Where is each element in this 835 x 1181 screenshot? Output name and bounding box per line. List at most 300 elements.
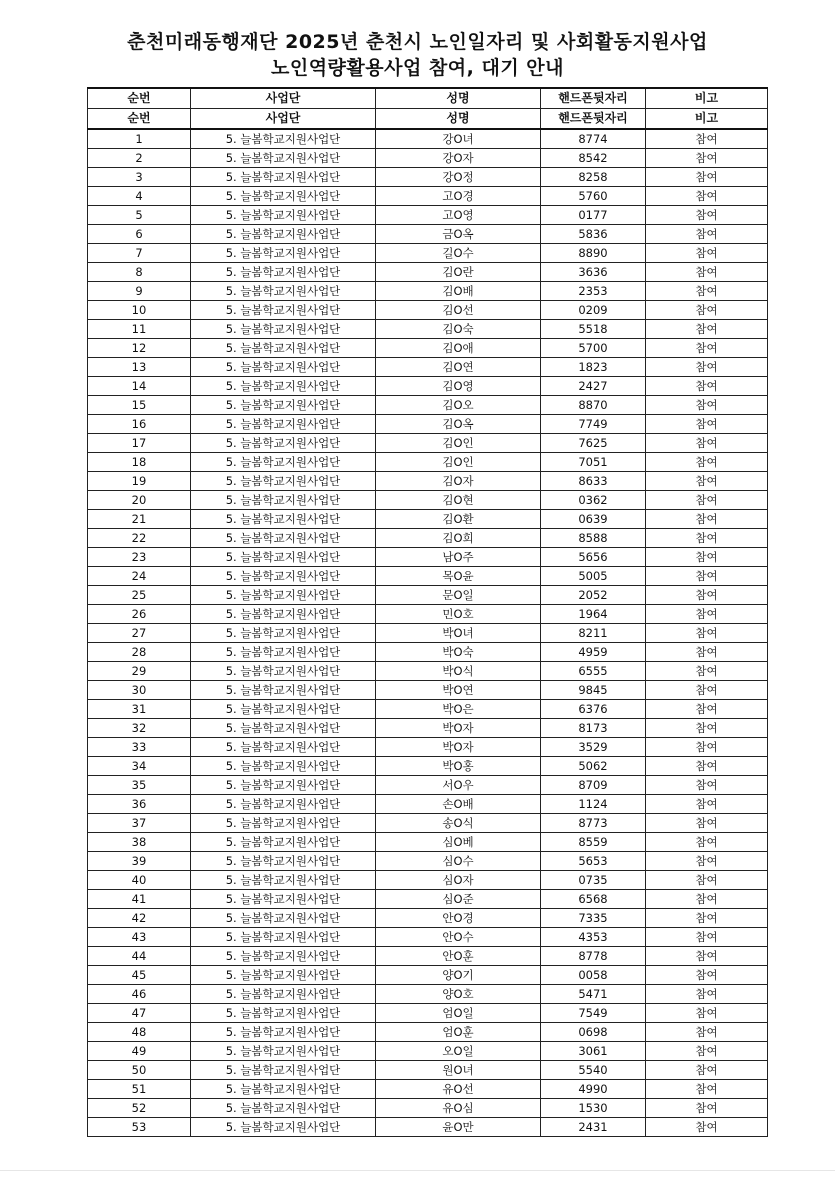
cell-no: 24: [88, 567, 191, 586]
table-row: [88, 586, 768, 605]
cell-unit: 5. 늘봄학교지원사업단: [191, 928, 376, 947]
cell-note: 참여: [646, 377, 768, 396]
cell-name: 박O식: [376, 662, 541, 681]
cell-name: 송O식: [376, 814, 541, 833]
cell-phone: 7549: [541, 1004, 646, 1023]
table-row: [88, 890, 768, 909]
cell-unit: 5. 늘봄학교지원사업단: [191, 605, 376, 624]
cell-phone: 1964: [541, 605, 646, 624]
cell-no: 31: [88, 700, 191, 719]
cell-note: 참여: [646, 358, 768, 377]
cell-note: 참여: [646, 605, 768, 624]
table-row: [88, 320, 768, 339]
cell-unit: 5. 늘봄학교지원사업단: [191, 529, 376, 548]
cell-no: 42: [88, 909, 191, 928]
cell-unit: 5. 늘봄학교지원사업단: [191, 795, 376, 814]
cell-name: 박O은: [376, 700, 541, 719]
cell-unit: 5. 늘봄학교지원사업단: [191, 624, 376, 643]
cell-note: 참여: [646, 719, 768, 738]
cell-no: 16: [88, 415, 191, 434]
cell-name: 민O호: [376, 605, 541, 624]
cell-no: 21: [88, 510, 191, 529]
header-cell-name: 성명: [376, 109, 541, 130]
cell-unit: 5. 늘봄학교지원사업단: [191, 510, 376, 529]
cell-note: 참여: [646, 567, 768, 586]
cell-no: 15: [88, 396, 191, 415]
cell-no: 18: [88, 453, 191, 472]
cell-unit: 5. 늘봄학교지원사업단: [191, 206, 376, 225]
cell-no: 43: [88, 928, 191, 947]
cell-unit: 5. 늘봄학교지원사업단: [191, 1118, 376, 1137]
cell-note: 참여: [646, 244, 768, 263]
cell-phone: 4990: [541, 1080, 646, 1099]
cell-name: 김O인: [376, 434, 541, 453]
table-row: [88, 472, 768, 491]
cell-name: 안O경: [376, 909, 541, 928]
cell-name: 오O일: [376, 1042, 541, 1061]
cell-no: 6: [88, 225, 191, 244]
cell-no: 9: [88, 282, 191, 301]
header-cell-note: 비고: [646, 109, 768, 130]
table-row: [88, 567, 768, 586]
cell-phone: 2052: [541, 586, 646, 605]
table-row: [88, 1099, 768, 1118]
cell-phone: 7625: [541, 434, 646, 453]
cell-note: 참여: [646, 947, 768, 966]
cell-no: 40: [88, 871, 191, 890]
table-row: [88, 377, 768, 396]
table-row: [88, 966, 768, 985]
cell-unit: 5. 늘봄학교지원사업단: [191, 282, 376, 301]
cell-phone: 8709: [541, 776, 646, 795]
participant-table: [87, 87, 768, 1137]
cell-name: 김O환: [376, 510, 541, 529]
table-row: [88, 928, 768, 947]
cell-name: 고O경: [376, 187, 541, 206]
table-row: [88, 548, 768, 567]
cell-no: 45: [88, 966, 191, 985]
cell-phone: 6555: [541, 662, 646, 681]
cell-no: 7: [88, 244, 191, 263]
header-cell-unit: 사업단: [191, 88, 376, 109]
cell-no: 30: [88, 681, 191, 700]
cell-no: 39: [88, 852, 191, 871]
cell-name: 윤O만: [376, 1118, 541, 1137]
cell-name: 박O자: [376, 738, 541, 757]
table-row: [88, 1061, 768, 1080]
cell-name: 엄O일: [376, 1004, 541, 1023]
cell-unit: 5. 늘봄학교지원사업단: [191, 187, 376, 206]
cell-unit: 5. 늘봄학교지원사업단: [191, 586, 376, 605]
cell-unit: 5. 늘봄학교지원사업단: [191, 833, 376, 852]
table-row: [88, 909, 768, 928]
table-row: [88, 947, 768, 966]
cell-unit: 5. 늘봄학교지원사업단: [191, 890, 376, 909]
cell-name: 심O베: [376, 833, 541, 852]
cell-phone: 9845: [541, 681, 646, 700]
cell-phone: 0362: [541, 491, 646, 510]
cell-note: 참여: [646, 890, 768, 909]
cell-note: 참여: [646, 1042, 768, 1061]
cell-phone: 0735: [541, 871, 646, 890]
table-row: [88, 1118, 768, 1137]
table-row: [88, 719, 768, 738]
cell-unit: 5. 늘봄학교지원사업단: [191, 129, 376, 149]
cell-unit: 5. 늘봄학교지원사업단: [191, 168, 376, 187]
cell-name: 김O연: [376, 358, 541, 377]
cell-no: 32: [88, 719, 191, 738]
table-row: [88, 225, 768, 244]
cell-name: 김O영: [376, 377, 541, 396]
table-row: [88, 985, 768, 1004]
cell-name: 양O호: [376, 985, 541, 1004]
table-row: [88, 852, 768, 871]
cell-phone: 5518: [541, 320, 646, 339]
cell-note: 참여: [646, 966, 768, 985]
cell-name: 안O수: [376, 928, 541, 947]
cell-unit: 5. 늘봄학교지원사업단: [191, 681, 376, 700]
header-cell-no: 순번: [88, 109, 191, 130]
cell-unit: 5. 늘봄학교지원사업단: [191, 700, 376, 719]
cell-phone: 7749: [541, 415, 646, 434]
table-row: [88, 301, 768, 320]
cell-unit: 5. 늘봄학교지원사업단: [191, 396, 376, 415]
cell-note: 참여: [646, 548, 768, 567]
cell-phone: 8774: [541, 129, 646, 149]
cell-no: 10: [88, 301, 191, 320]
table-header-row: [88, 88, 768, 109]
cell-no: 12: [88, 339, 191, 358]
cell-no: 48: [88, 1023, 191, 1042]
cell-note: 참여: [646, 833, 768, 852]
cell-no: 5: [88, 206, 191, 225]
cell-name: 심O수: [376, 852, 541, 871]
cell-phone: 5836: [541, 225, 646, 244]
cell-unit: 5. 늘봄학교지원사업단: [191, 453, 376, 472]
table-row: [88, 1042, 768, 1061]
cell-unit: 5. 늘봄학교지원사업단: [191, 852, 376, 871]
cell-phone: 0639: [541, 510, 646, 529]
table-row: [88, 129, 768, 149]
cell-phone: 5700: [541, 339, 646, 358]
table-row: [88, 605, 768, 624]
cell-name: 고O영: [376, 206, 541, 225]
cell-name: 김O희: [376, 529, 541, 548]
cell-unit: 5. 늘봄학교지원사업단: [191, 909, 376, 928]
cell-phone: 5471: [541, 985, 646, 1004]
table-row: [88, 244, 768, 263]
cell-note: 참여: [646, 434, 768, 453]
cell-unit: 5. 늘봄학교지원사업단: [191, 491, 376, 510]
cell-name: 김O애: [376, 339, 541, 358]
cell-no: 37: [88, 814, 191, 833]
cell-note: 참여: [646, 1023, 768, 1042]
cell-name: 강O녀: [376, 129, 541, 149]
cell-name: 유O선: [376, 1080, 541, 1099]
cell-unit: 5. 늘봄학교지원사업단: [191, 966, 376, 985]
cell-name: 김O숙: [376, 320, 541, 339]
cell-note: 참여: [646, 795, 768, 814]
cell-unit: 5. 늘봄학교지원사업단: [191, 719, 376, 738]
cell-phone: 8633: [541, 472, 646, 491]
table-row: [88, 833, 768, 852]
cell-no: 14: [88, 377, 191, 396]
cell-note: 참여: [646, 491, 768, 510]
header-cell-note: 비고: [646, 88, 768, 109]
table-row: [88, 738, 768, 757]
cell-phone: 8559: [541, 833, 646, 852]
document-title-line2: 노인역량활용사업 참여, 대기 안내: [270, 57, 565, 79]
cell-name: 김O란: [376, 263, 541, 282]
cell-note: 참여: [646, 1004, 768, 1023]
cell-unit: 5. 늘봄학교지원사업단: [191, 757, 376, 776]
cell-unit: 5. 늘봄학교지원사업단: [191, 776, 376, 795]
cell-no: 36: [88, 795, 191, 814]
cell-note: 참여: [646, 263, 768, 282]
page-bottom-divider: [0, 1170, 835, 1171]
cell-phone: 0058: [541, 966, 646, 985]
cell-phone: 8542: [541, 149, 646, 168]
header-cell-phone: 핸드폰뒷자리: [541, 88, 646, 109]
cell-unit: 5. 늘봄학교지원사업단: [191, 567, 376, 586]
table-row: [88, 776, 768, 795]
cell-note: 참여: [646, 282, 768, 301]
cell-phone: 8588: [541, 529, 646, 548]
cell-name: 박O숙: [376, 643, 541, 662]
cell-note: 참여: [646, 396, 768, 415]
cell-note: 참여: [646, 871, 768, 890]
cell-note: 참여: [646, 415, 768, 434]
table-row: [88, 206, 768, 225]
cell-note: 참여: [646, 586, 768, 605]
cell-no: 38: [88, 833, 191, 852]
cell-phone: 6376: [541, 700, 646, 719]
cell-phone: 7051: [541, 453, 646, 472]
cell-name: 서O우: [376, 776, 541, 795]
cell-phone: 1823: [541, 358, 646, 377]
cell-no: 50: [88, 1061, 191, 1080]
cell-name: 문O일: [376, 586, 541, 605]
header-cell-unit: 사업단: [191, 109, 376, 130]
cell-unit: 5. 늘봄학교지원사업단: [191, 301, 376, 320]
cell-phone: 3636: [541, 263, 646, 282]
table-row: [88, 871, 768, 890]
cell-phone: 4959: [541, 643, 646, 662]
cell-phone: 5540: [541, 1061, 646, 1080]
cell-no: 51: [88, 1080, 191, 1099]
cell-note: 참여: [646, 909, 768, 928]
cell-name: 안O훈: [376, 947, 541, 966]
cell-name: 김O선: [376, 301, 541, 320]
table-row: [88, 415, 768, 434]
cell-unit: 5. 늘봄학교지원사업단: [191, 339, 376, 358]
cell-note: 참여: [646, 681, 768, 700]
cell-note: 참여: [646, 339, 768, 358]
cell-name: 양O기: [376, 966, 541, 985]
cell-no: 26: [88, 605, 191, 624]
cell-phone: 5005: [541, 567, 646, 586]
cell-note: 참여: [646, 1118, 768, 1137]
cell-no: 28: [88, 643, 191, 662]
cell-phone: 8173: [541, 719, 646, 738]
header-cell-phone: 핸드폰뒷자리: [541, 109, 646, 130]
cell-no: 23: [88, 548, 191, 567]
participant-table-body: [88, 88, 768, 1137]
cell-unit: 5. 늘봄학교지원사업단: [191, 472, 376, 491]
cell-name: 박O연: [376, 681, 541, 700]
cell-note: 참여: [646, 301, 768, 320]
cell-no: 46: [88, 985, 191, 1004]
cell-note: 참여: [646, 1080, 768, 1099]
cell-name: 김O현: [376, 491, 541, 510]
cell-phone: 8258: [541, 168, 646, 187]
cell-unit: 5. 늘봄학교지원사업단: [191, 1061, 376, 1080]
cell-note: 참여: [646, 928, 768, 947]
cell-name: 원O녀: [376, 1061, 541, 1080]
document-title-line1: 춘천미래동행재단 2025년 춘천시 노인일자리 및 사회활동지원사업: [127, 31, 708, 53]
cell-name: 김O인: [376, 453, 541, 472]
table-row: [88, 149, 768, 168]
table-row: [88, 187, 768, 206]
cell-name: 심O자: [376, 871, 541, 890]
cell-phone: 0698: [541, 1023, 646, 1042]
table-row: [88, 529, 768, 548]
cell-unit: 5. 늘봄학교지원사업단: [191, 320, 376, 339]
cell-unit: 5. 늘봄학교지원사업단: [191, 225, 376, 244]
cell-unit: 5. 늘봄학교지원사업단: [191, 1023, 376, 1042]
cell-note: 참여: [646, 1099, 768, 1118]
cell-no: 41: [88, 890, 191, 909]
table-row: [88, 453, 768, 472]
table-row: [88, 757, 768, 776]
table-row: [88, 643, 768, 662]
cell-note: 참여: [646, 187, 768, 206]
table-row: [88, 339, 768, 358]
cell-unit: 5. 늘봄학교지원사업단: [191, 377, 376, 396]
cell-phone: 5760: [541, 187, 646, 206]
cell-note: 참여: [646, 1061, 768, 1080]
table-row: [88, 263, 768, 282]
cell-phone: 2427: [541, 377, 646, 396]
cell-unit: 5. 늘봄학교지원사업단: [191, 263, 376, 282]
cell-name: 유O심: [376, 1099, 541, 1118]
table-row: [88, 282, 768, 301]
cell-name: 김O배: [376, 282, 541, 301]
cell-note: 참여: [646, 129, 768, 149]
cell-note: 참여: [646, 320, 768, 339]
cell-note: 참여: [646, 738, 768, 757]
cell-phone: 0209: [541, 301, 646, 320]
cell-note: 참여: [646, 814, 768, 833]
cell-unit: 5. 늘봄학교지원사업단: [191, 548, 376, 567]
cell-unit: 5. 늘봄학교지원사업단: [191, 814, 376, 833]
cell-phone: 1530: [541, 1099, 646, 1118]
cell-no: 22: [88, 529, 191, 548]
cell-no: 33: [88, 738, 191, 757]
cell-note: 참여: [646, 700, 768, 719]
cell-name: 길O수: [376, 244, 541, 263]
cell-note: 참여: [646, 225, 768, 244]
cell-unit: 5. 늘봄학교지원사업단: [191, 1099, 376, 1118]
cell-name: 박O녀: [376, 624, 541, 643]
cell-no: 29: [88, 662, 191, 681]
cell-name: 남O주: [376, 548, 541, 567]
cell-no: 35: [88, 776, 191, 795]
cell-name: 김O옥: [376, 415, 541, 434]
cell-no: 3: [88, 168, 191, 187]
cell-name: 심O준: [376, 890, 541, 909]
cell-no: 52: [88, 1099, 191, 1118]
cell-no: 53: [88, 1118, 191, 1137]
cell-note: 참여: [646, 472, 768, 491]
cell-note: 참여: [646, 643, 768, 662]
table-row: [88, 510, 768, 529]
cell-name: 강O정: [376, 168, 541, 187]
cell-name: 김O자: [376, 472, 541, 491]
cell-phone: 2431: [541, 1118, 646, 1137]
cell-name: 손O배: [376, 795, 541, 814]
cell-name: 박O홍: [376, 757, 541, 776]
cell-note: 참여: [646, 985, 768, 1004]
table-row: [88, 1004, 768, 1023]
cell-unit: 5. 늘봄학교지원사업단: [191, 871, 376, 890]
cell-phone: 8890: [541, 244, 646, 263]
cell-unit: 5. 늘봄학교지원사업단: [191, 643, 376, 662]
cell-note: 참여: [646, 510, 768, 529]
cell-phone: 8211: [541, 624, 646, 643]
cell-phone: 7335: [541, 909, 646, 928]
cell-name: 목O윤: [376, 567, 541, 586]
cell-unit: 5. 늘봄학교지원사업단: [191, 1042, 376, 1061]
cell-no: 13: [88, 358, 191, 377]
cell-name: 강O자: [376, 149, 541, 168]
cell-unit: 5. 늘봄학교지원사업단: [191, 149, 376, 168]
cell-phone: 5656: [541, 548, 646, 567]
cell-phone: 8870: [541, 396, 646, 415]
cell-unit: 5. 늘봄학교지원사업단: [191, 415, 376, 434]
table-row: [88, 491, 768, 510]
cell-note: 참여: [646, 168, 768, 187]
cell-phone: 2353: [541, 282, 646, 301]
cell-phone: 4353: [541, 928, 646, 947]
cell-name: 김O오: [376, 396, 541, 415]
table-row: [88, 434, 768, 453]
cell-phone: 3529: [541, 738, 646, 757]
cell-phone: 8778: [541, 947, 646, 966]
cell-note: 참여: [646, 149, 768, 168]
cell-unit: 5. 늘봄학교지원사업단: [191, 358, 376, 377]
cell-note: 참여: [646, 624, 768, 643]
cell-no: 8: [88, 263, 191, 282]
cell-phone: 5653: [541, 852, 646, 871]
table-row: [88, 358, 768, 377]
cell-unit: 5. 늘봄학교지원사업단: [191, 947, 376, 966]
cell-no: 19: [88, 472, 191, 491]
cell-name: 박O자: [376, 719, 541, 738]
cell-note: 참여: [646, 529, 768, 548]
table-header-row-repeat: [88, 109, 768, 130]
cell-unit: 5. 늘봄학교지원사업단: [191, 1080, 376, 1099]
table-row: [88, 814, 768, 833]
cell-phone: 3061: [541, 1042, 646, 1061]
table-row: [88, 681, 768, 700]
cell-name: 금O옥: [376, 225, 541, 244]
cell-unit: 5. 늘봄학교지원사업단: [191, 244, 376, 263]
cell-phone: 0177: [541, 206, 646, 225]
header-cell-no: 순번: [88, 88, 191, 109]
cell-no: 4: [88, 187, 191, 206]
cell-unit: 5. 늘봄학교지원사업단: [191, 738, 376, 757]
